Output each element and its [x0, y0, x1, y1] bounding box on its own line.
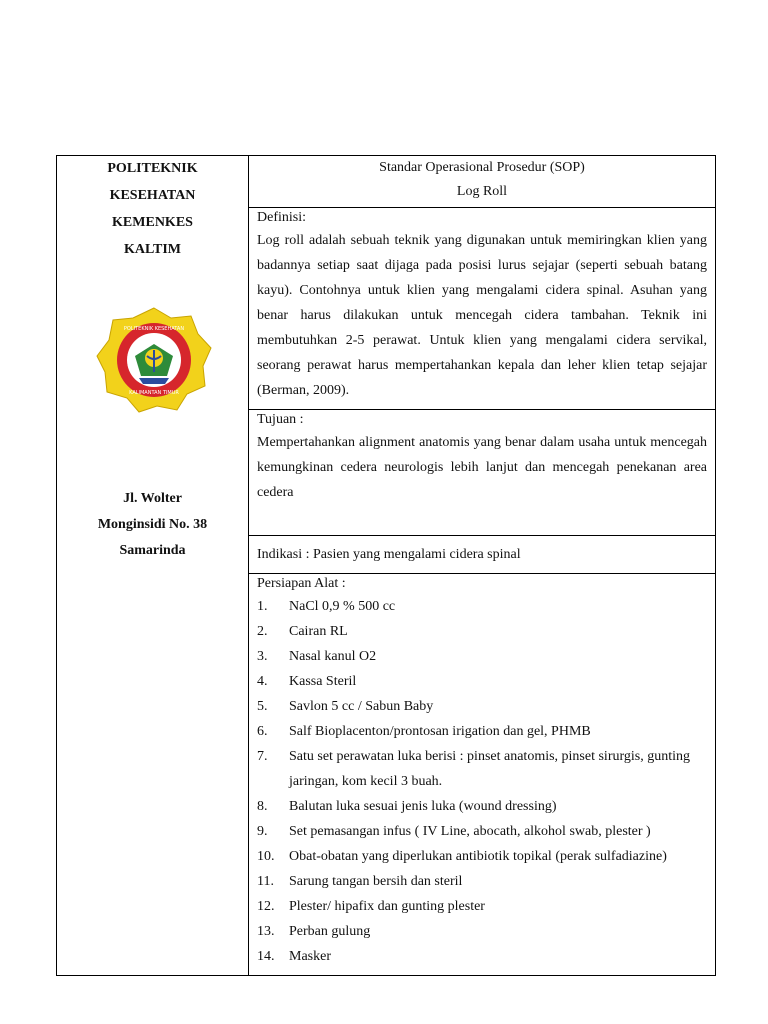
list-item: 9. Set pemasangan infus ( IV Line, abocath, alkohol swab, plester ) — [257, 824, 651, 839]
list-item: 3. Nasal kanul O2 — [257, 649, 377, 664]
content-column — [249, 156, 715, 975]
institution-line: KEMENKES — [112, 215, 193, 230]
persiapan-alat-label: Persiapan Alat : — [257, 576, 346, 591]
address-line: Jl. Wolter — [123, 491, 182, 506]
indikasi-section — [249, 536, 715, 574]
persiapan-alat-section — [249, 574, 715, 975]
sop-title: Standar Operasional Prosedur (SOP) — [379, 160, 585, 175]
sop-header — [249, 156, 715, 208]
institution-line: KESEHATAN — [109, 188, 196, 203]
tujuan-text: Mempertahankan alignment anatomis yang benar dalam usaha untuk mencegah kemungkinan cedera neurologis lebih lanjut dan mencegah penekanan area cedera — [257, 435, 707, 500]
list-item: 11. Sarung tangan bersih dan steril — [257, 874, 463, 889]
svg-text:KALIMANTAN TIMUR: KALIMANTAN TIMUR — [129, 390, 179, 396]
sop-subtitle: Log Roll — [456, 184, 508, 199]
institution-address — [57, 486, 248, 564]
list-item: 6. Salf Bioplacenton/prontosan irigation dan gel, PHMB — [257, 724, 591, 739]
list-item: 12. Plester/ hipafix dan gunting plester — [257, 899, 485, 914]
list-item: 10. Obat-obatan yang diperlukan antibiotik topikal (perak sulfadiazine) — [257, 849, 667, 864]
institution-line: KALTIM — [123, 242, 182, 257]
institution-name — [57, 155, 248, 263]
address-line: Samarinda — [119, 543, 186, 558]
list-item: 1. NaCl 0,9 % 500 cc — [257, 599, 396, 614]
list-item: 8. Balutan luka sesuai jenis luka (wound dressing) — [257, 799, 557, 814]
address-line: Monginsidi No. 38 — [97, 517, 208, 532]
institution-column — [57, 156, 249, 975]
list-item: 7. Satu set perawatan luka berisi : pinset anatomis, pinset sirurgis, gunting jaringan, kom kecil 3 buah. — [257, 749, 691, 789]
definisi-text: Log roll adalah sebuah teknik yang digunakan untuk memiringkan klien yang badannya setiap saat dijaga pada posisi lurus sejajar (seperti sebuah batang kayu). Contohnya untuk klien yang mengalami cidera spinal. Asuhan yang benar harus dilakukan untuk mencegah cidera tambahan. Teknik ini membutuhkan 2-5 perawat. Untuk klien yang mengalami cidera servikal, seorang perawat harus mempertahankan kepala dan leher klien tetap sejajar (Berman, 2009). — [257, 233, 707, 398]
tujuan-label: Tujuan : — [257, 412, 304, 427]
svg-text:POLITEKNIK KESEHATAN: POLITEKNIK KESEHATAN — [123, 326, 185, 332]
list-item: 2. Cairan RL — [257, 624, 348, 639]
indikasi-text: Indikasi : Pasien yang mengalami cidera spinal — [257, 546, 521, 562]
definisi-label: Definisi: — [257, 210, 306, 225]
definisi-section — [249, 208, 715, 410]
tujuan-section — [249, 410, 715, 536]
institution-line: POLITEKNIK — [107, 161, 198, 176]
sop-table — [56, 155, 716, 976]
politeknik-seal-icon — [95, 306, 213, 414]
alat-list — [257, 594, 707, 969]
list-item: 13. Perban gulung — [257, 924, 371, 939]
list-item: 5. Savlon 5 cc / Sabun Baby — [257, 699, 434, 714]
list-item: 14. Masker — [257, 949, 331, 964]
list-item: 4. Kassa Steril — [257, 674, 357, 689]
